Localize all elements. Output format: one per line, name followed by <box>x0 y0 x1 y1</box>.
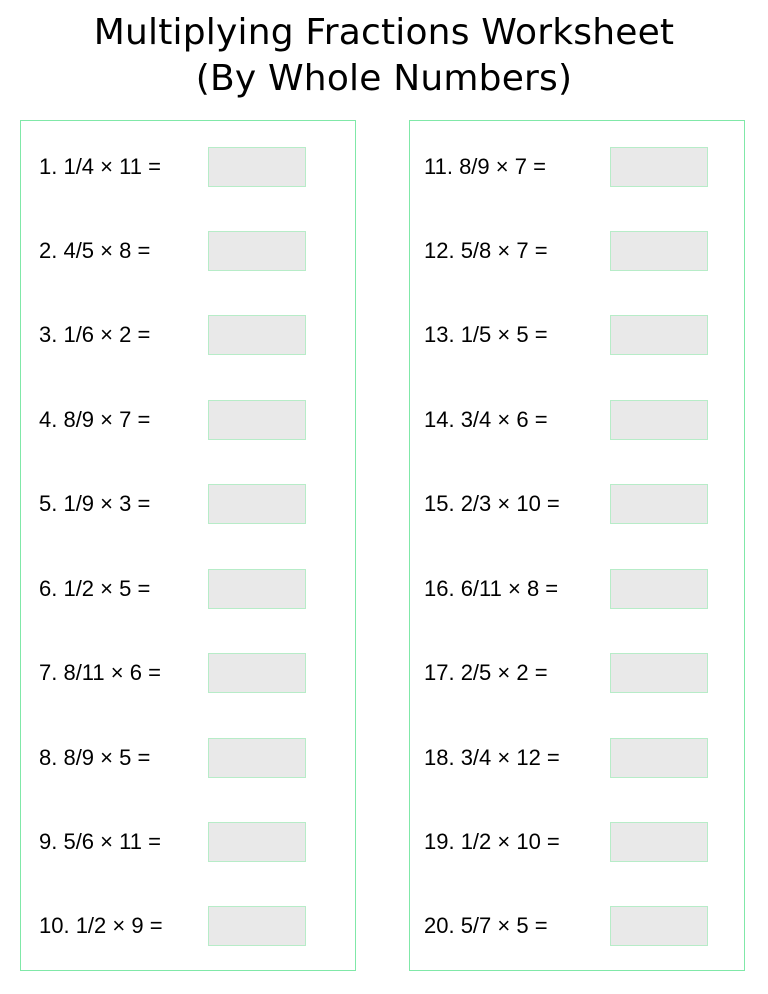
answer-box[interactable] <box>610 400 708 440</box>
problem-row <box>21 315 355 355</box>
answer-box[interactable] <box>208 569 306 609</box>
problem-row <box>410 906 744 946</box>
worksheet-title <box>0 10 768 102</box>
problem-text: 8. 8/9 × 5 = <box>39 745 151 770</box>
problem-text: 9. 5/6 × 11 = <box>39 829 161 854</box>
answer-box[interactable] <box>208 315 306 355</box>
problem-row <box>21 569 355 609</box>
problem-text: 10. 1/2 × 9 = <box>39 913 163 938</box>
answer-box[interactable] <box>208 484 306 524</box>
answer-box[interactable] <box>208 653 306 693</box>
problem-text: 18. 3/4 × 12 = <box>424 745 560 770</box>
problem-text: 19. 1/2 × 10 = <box>424 829 560 854</box>
problem-text: 2. 4/5 × 8 = <box>39 238 151 263</box>
answer-box[interactable] <box>610 231 708 271</box>
problem-text: 4. 8/9 × 7 = <box>39 407 151 432</box>
problem-text: 16. 6/11 × 8 = <box>424 576 559 601</box>
problem-row <box>410 738 744 778</box>
problem-text: 7. 8/11 × 6 = <box>39 660 161 685</box>
answer-box[interactable] <box>208 147 306 187</box>
problem-row <box>21 906 355 946</box>
answer-box[interactable] <box>208 906 306 946</box>
problem-text: 11. 8/9 × 7 = <box>424 154 546 179</box>
problem-text: 3. 1/6 × 2 = <box>39 322 151 347</box>
answer-box[interactable] <box>610 822 708 862</box>
problem-row <box>410 315 744 355</box>
problem-text: 17. 2/5 × 2 = <box>424 660 548 685</box>
problem-row <box>410 822 744 862</box>
problem-row <box>21 400 355 440</box>
problem-text: 6. 1/2 × 5 = <box>39 576 151 601</box>
problem-row <box>410 231 744 271</box>
right-problem-column <box>409 120 745 971</box>
problem-text: 5. 1/9 × 3 = <box>39 491 151 516</box>
answer-box[interactable] <box>208 738 306 778</box>
answer-box[interactable] <box>610 315 708 355</box>
answer-box[interactable] <box>610 906 708 946</box>
problem-row <box>21 484 355 524</box>
answer-box[interactable] <box>610 484 708 524</box>
title-line-1: Multiplying Fractions Worksheet <box>93 12 675 53</box>
problem-text: 20. 5/7 × 5 = <box>424 913 548 938</box>
problem-text: 14. 3/4 × 6 = <box>424 407 548 432</box>
left-problem-column <box>20 120 356 971</box>
answer-box[interactable] <box>610 569 708 609</box>
problem-text: 15. 2/3 × 10 = <box>424 491 560 516</box>
problem-row <box>410 484 744 524</box>
problem-row <box>410 569 744 609</box>
problem-row <box>410 147 744 187</box>
title-line-2: (By Whole Numbers) <box>195 58 573 99</box>
problem-text: 1. 1/4 × 11 = <box>39 154 161 179</box>
answer-box[interactable] <box>610 147 708 187</box>
answer-box[interactable] <box>208 231 306 271</box>
problem-row <box>410 400 744 440</box>
problem-row <box>21 147 355 187</box>
answer-box[interactable] <box>610 653 708 693</box>
problem-text: 13. 1/5 × 5 = <box>424 322 548 347</box>
problem-row <box>21 738 355 778</box>
answer-box[interactable] <box>208 822 306 862</box>
problem-row <box>21 653 355 693</box>
answer-box[interactable] <box>610 738 708 778</box>
problem-row <box>21 822 355 862</box>
answer-box[interactable] <box>208 400 306 440</box>
problem-row <box>410 653 744 693</box>
problem-text: 12. 5/8 × 7 = <box>424 238 548 263</box>
problem-row <box>21 231 355 271</box>
